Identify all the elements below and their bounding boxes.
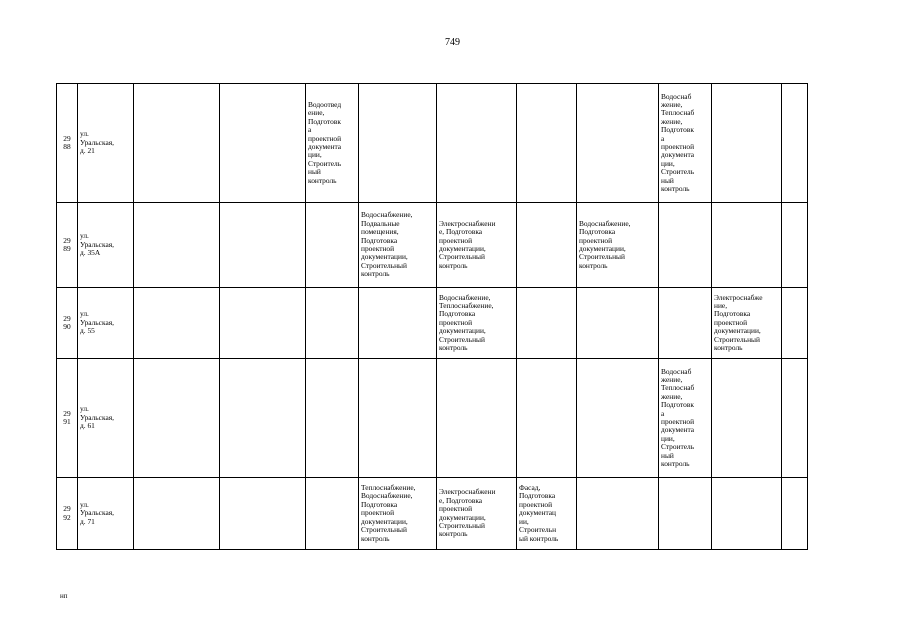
table-row [57,203,808,288]
work-cell [517,84,577,203]
work-cell [134,203,220,288]
work-cell [359,359,437,478]
work-cell [220,359,306,478]
work-cell [134,478,220,550]
work-cell [659,478,712,550]
work-cell [577,359,659,478]
footer-mark: нп [60,592,68,600]
table-row [57,288,808,359]
work-cell [306,478,359,550]
work-cell: Водоснабжение, Подвальные помещения, Подготовка проектной документации, Строительный контроль [359,203,437,288]
work-cell: Водоснаб жение, Теплоснаб жение, Подготовк а проектной документа ции, Строитель ный контроль [659,359,712,478]
row-number-cell: 29 92 [57,478,78,550]
row-number-cell: 29 88 [57,84,78,203]
work-cell [517,203,577,288]
row-number-cell: 29 90 [57,288,78,359]
work-cell: Теплоснабжение, Водоснабжение, Подготовка проектной документации, Строительный контроль [359,478,437,550]
work-cell: Водоснабжение, Теплоснабжение, Подготовка проектной документации, Строительный контроль [437,288,517,359]
work-cell [577,288,659,359]
work-cell [306,203,359,288]
works-table [56,83,808,550]
work-cell [134,84,220,203]
work-cell [577,478,659,550]
work-cell [220,203,306,288]
work-cell [659,203,712,288]
work-cell [220,84,306,203]
work-cell: Электроснабжени е, Подготовка проектной документации, Строительный контроль [437,478,517,550]
address-cell: ул. Уральская, д. 61 [78,359,134,478]
work-cell: Водоснабжение, Подготовка проектной документации, Строительный контроль [577,203,659,288]
work-cell: Фасад, Подготовка проектной документац ии, Строительн ый контроль [517,478,577,550]
work-cell [437,359,517,478]
work-cell: Водоотвед ение, Подготовк а проектной документа ции, Строитель ный контроль [306,84,359,203]
work-cell [659,288,712,359]
work-cell [782,84,808,203]
work-cell: Электроснабже ние, Подготовка проектной документации, Строительный контроль [712,288,782,359]
work-cell [134,288,220,359]
work-cell [712,84,782,203]
address-cell: ул. Уральская, д. 35А [78,203,134,288]
address-cell: ул. Уральская, д. 21 [78,84,134,203]
work-cell [134,359,220,478]
work-cell [782,359,808,478]
work-cell [517,359,577,478]
row-number-cell: 29 91 [57,359,78,478]
work-cell [577,84,659,203]
work-cell [437,84,517,203]
work-cell [220,288,306,359]
table-row [57,84,808,203]
work-cell [712,359,782,478]
work-cell [712,203,782,288]
work-cell [782,288,808,359]
work-cell [517,288,577,359]
address-cell: ул. Уральская, д. 71 [78,478,134,550]
work-cell [220,478,306,550]
table-row [57,478,808,550]
work-cell [306,288,359,359]
row-number-cell: 29 89 [57,203,78,288]
address-cell: ул. Уральская, д. 55 [78,288,134,359]
work-cell: Водоснаб жение, Теплоснаб жение, Подготовк а проектной документа ции, Строитель ный контроль [659,84,712,203]
work-cell [782,203,808,288]
work-cell: Электроснабжени е, Подготовка проектной документации, Строительный контроль [437,203,517,288]
page-number: 749 [445,37,460,48]
work-cell [782,478,808,550]
work-cell [359,288,437,359]
work-cell [359,84,437,203]
work-cell [712,478,782,550]
work-cell [306,359,359,478]
table-row [57,359,808,478]
